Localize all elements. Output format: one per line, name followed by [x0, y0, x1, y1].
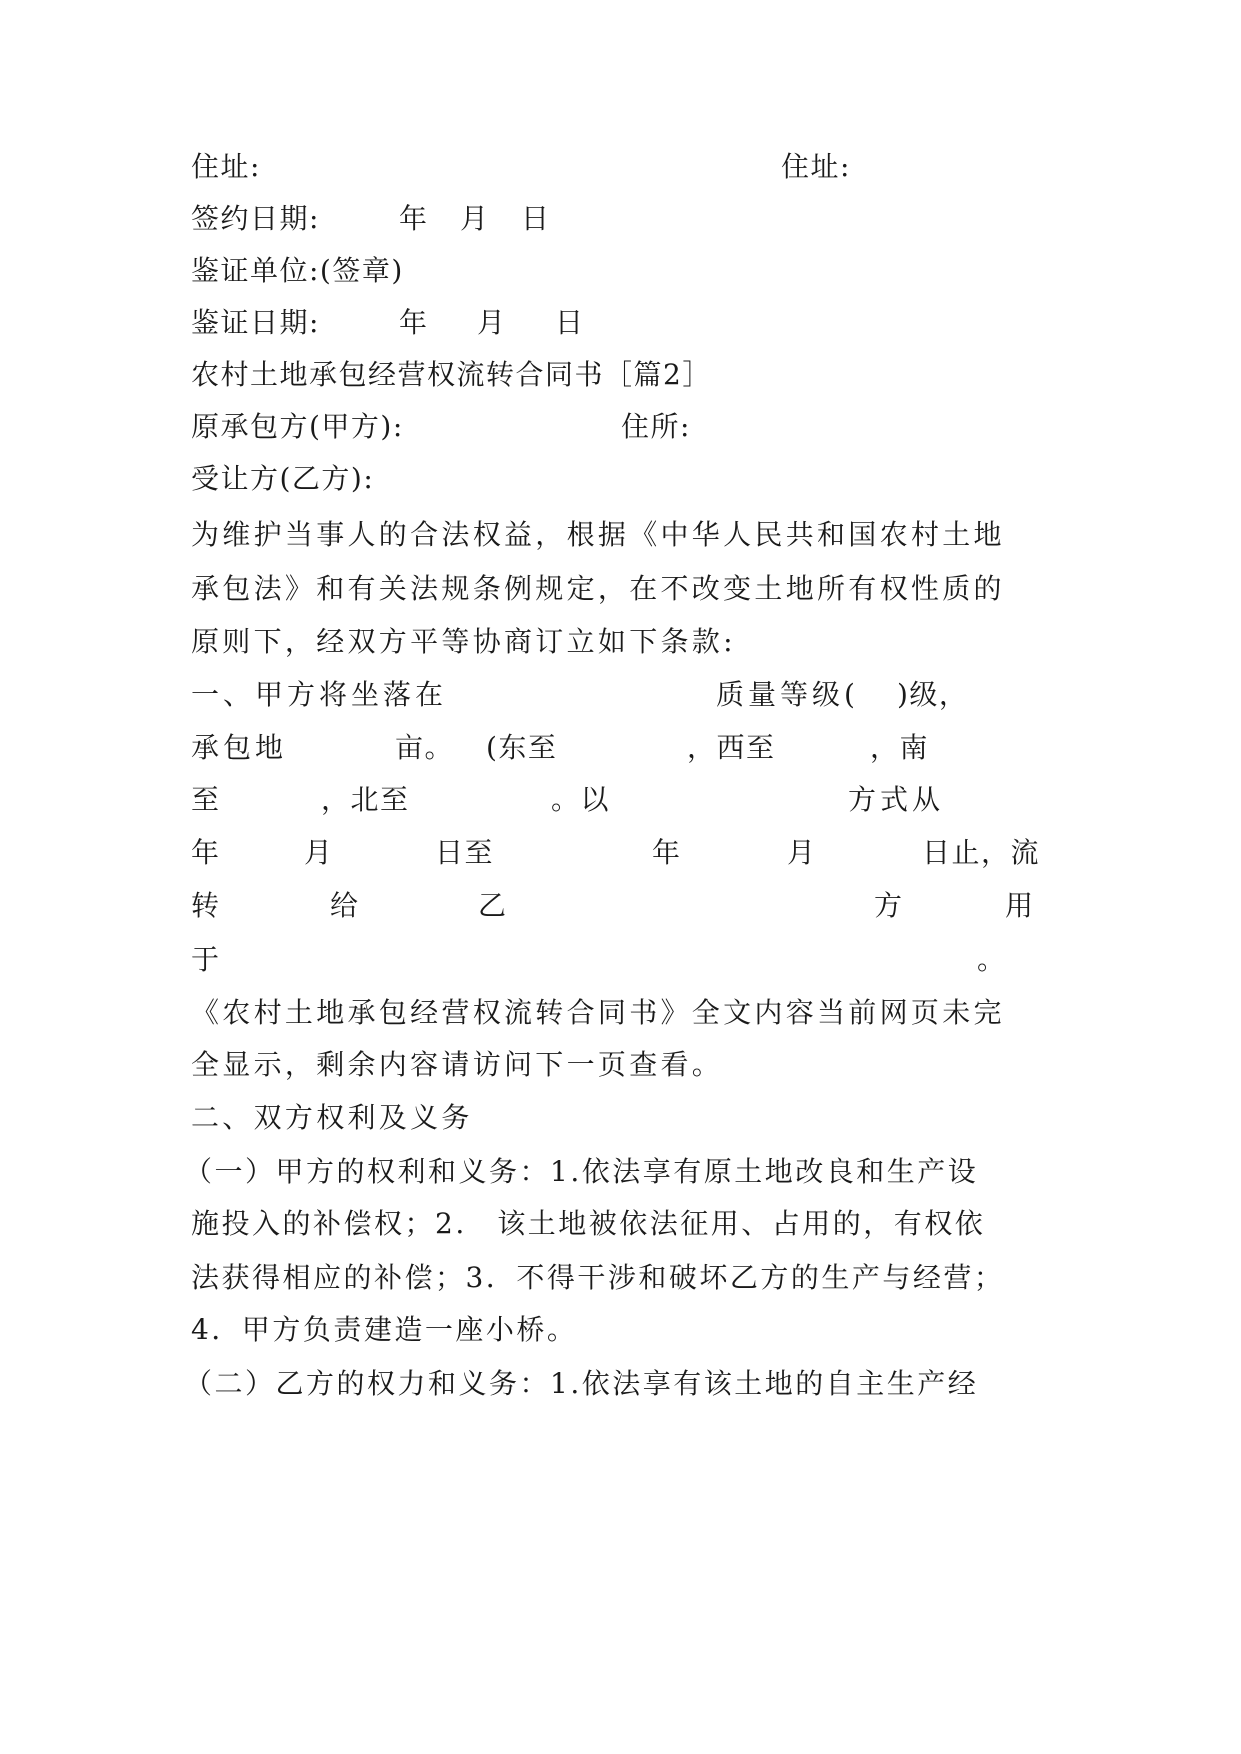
verification-date-day: 日 [555, 306, 585, 339]
party-b-line: 受让方(乙方): [191, 462, 375, 495]
clause-1-transfer-char-1: 转 [191, 889, 221, 922]
contract-title: 农村土地承包经营权流转合同书［篇2］ [191, 358, 712, 391]
clause-1-start-year: 年 [191, 836, 221, 869]
clause-1-purpose-label: 于 [191, 943, 221, 976]
clause-1-end-period: 。 [977, 943, 1007, 976]
signing-date-day: 日 [521, 202, 551, 235]
clause-1-north-label: ，北至 [321, 783, 410, 816]
clause-1-transfer-char-5: 用 [1005, 889, 1035, 922]
clause-1-transfer-char-2: 给 [330, 889, 360, 922]
verification-date-year: 年 [399, 306, 429, 339]
clause-1-quality-label: 质量等级( [716, 678, 859, 711]
verification-date-label: 鉴证日期: [191, 306, 320, 339]
clause-1-start-month: 月 [304, 836, 334, 869]
party-a-label: 原承包方(甲方): [191, 410, 404, 443]
signing-date-label: 签约日期: [191, 202, 320, 235]
section-2-a-line-1: （一）甲方的权利和义务：1.依法享有原土地改良和生产设 [184, 1155, 979, 1188]
clause-1-area-label: 承包地 [191, 731, 288, 764]
section-2-a-line-3: 法获得相应的补偿；3．不得干涉和破坏乙方的生产与经营； [191, 1261, 1005, 1294]
clause-1-end-year: 年 [652, 836, 682, 869]
party-b-address-label: 住址: [781, 150, 851, 183]
clause-1-area-unit: 亩。 [395, 731, 455, 764]
party-a-address-label: 住址: [191, 150, 261, 183]
notice-line-2: 全显示，剩余内容请访问下一页查看。 [191, 1048, 724, 1081]
verification-date-month: 月 [477, 306, 507, 339]
signing-date-year: 年 [399, 202, 429, 235]
clause-1-west-label: ，西至 [687, 731, 776, 764]
notice-line-1: 《农村土地承包经营权流转合同书》全文内容当前网页未完 [191, 996, 1005, 1029]
clause-1-method-suffix: 方式从 [848, 783, 945, 816]
party-a-residence-label: 住所: [621, 410, 691, 443]
clause-1-quality-suffix: )级， [897, 678, 969, 711]
clause-1-transfer-char-3: 乙 [478, 889, 508, 922]
signing-date-month: 月 [460, 202, 490, 235]
clause-1-end-day: 日止，流 [922, 836, 1041, 869]
clause-1-start-day: 日至 [435, 836, 495, 869]
clause-1-method-label: 。以 [551, 783, 611, 816]
preamble-line-2: 承包法》和有关法规条例规定，在不改变土地所有权性质的 [191, 572, 1005, 605]
section-2-a-line-4: 4．甲方负责建造一座小桥。 [191, 1313, 578, 1346]
clause-1-end-month: 月 [787, 836, 817, 869]
clause-1-south-end: 至 [191, 783, 221, 816]
clause-1-south-label: ，南 [870, 731, 930, 764]
section-2-a-line-2: 施投入的补偿权；2. 该土地被依法征用、占用的，有权依 [191, 1207, 986, 1240]
section-2-b-line-1: （二）乙方的权力和义务：1.依法享有该土地的自主生产经 [184, 1367, 979, 1400]
clause-1-location-label: 一、甲方将坐落在 [191, 678, 448, 711]
verification-unit-line: 鉴证单位:(签章) [191, 254, 404, 287]
clause-1-east-label: (东至 [486, 731, 558, 764]
preamble-line-1: 为维护当事人的合法权益，根据《中华人民共和国农村土地 [191, 518, 1005, 551]
clause-1-transfer-char-4: 方 [874, 889, 904, 922]
preamble-line-3: 原则下，经双方平等协商订立如下条款: [191, 625, 736, 658]
section-2-heading: 二、双方权利及义务 [191, 1101, 473, 1134]
